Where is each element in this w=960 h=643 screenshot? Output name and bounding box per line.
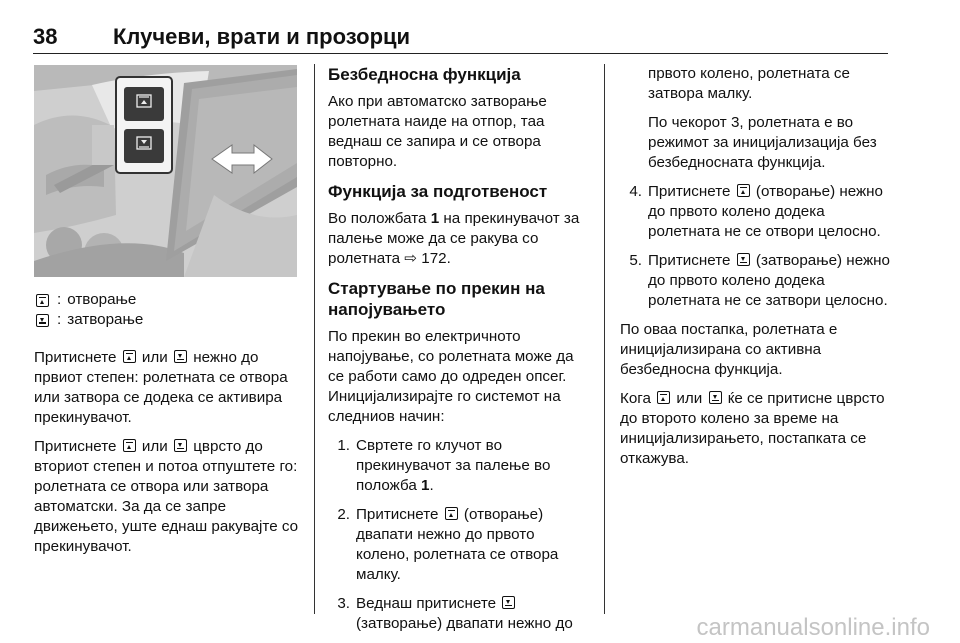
window-up-switch-icon <box>36 294 49 307</box>
paragraph-readiness: Во положбата 1 на прекинувачот за палење може да се ракува со ролетната ⇨ 172. <box>328 210 580 267</box>
illustration-svg <box>34 65 297 277</box>
list-item: 3. Веднаш притиснете (затворање) двапати нежно до <box>337 595 573 632</box>
page-number: 38 <box>33 24 58 49</box>
heading-readiness: Функција за подготвеност <box>328 182 548 201</box>
window-down-switch-icon <box>502 596 515 609</box>
column-divider-1 <box>314 64 315 614</box>
list-item: 4. Притиснете (отворање) нежно до првото колено додека ролетната не се отвори целосно. <box>629 183 884 240</box>
page-header <box>33 24 888 54</box>
paragraph-after-procedure: По оваа постапка, ролетната е иницијализирана со активна безбедносна функција. <box>620 321 838 378</box>
legend-open-label: отворање <box>67 291 137 308</box>
header-rule <box>33 53 888 54</box>
window-down-switch-icon <box>709 391 722 404</box>
window-up-switch-icon <box>123 350 136 363</box>
paragraph-cancel: Кога или ќе се притисне цврсто до второто колено за време на иницијализирањето, постапката се откажува. <box>620 390 885 467</box>
window-down-switch-icon <box>174 439 187 452</box>
list-continuation: првото колено, ролетната се затвора малку. <box>648 65 850 102</box>
heading-power-interruption: Стартување по прекин на напојувањето <box>328 279 545 319</box>
paragraph-firm-press: Притиснете или цврсто до вториот степен и потоа отпуштете го: ролетната се отвора или затвора автоматски. За да се запре движењето, уште еднаш ракувајте со прекинувачот. <box>34 438 299 555</box>
column-divider-2 <box>604 64 605 614</box>
page-reference: ⇨ 172. <box>404 250 451 267</box>
page-title: Клучеви, врати и прозорци <box>113 24 411 49</box>
list-item: 5. Притиснете (затворање) нежно до првото колено додека ролетната не се затвори целосно. <box>629 252 890 309</box>
column-3 <box>620 64 890 478</box>
window-up-switch-icon <box>445 507 458 520</box>
list-item: 2. Притиснете (отворање) двапати нежно до првото колено, ролетната се отвора малку. <box>337 506 559 583</box>
sunblind-switch-illustration <box>34 65 297 277</box>
heading-safety-function: Безбедносна функција <box>328 65 521 84</box>
steps-list <box>328 436 592 634</box>
paragraph-power-interruption: По прекин во електричното напојување, со ролетната може да се работи само до одреден опсег. Иницијализирајте го системот на следниов начин: <box>328 328 574 425</box>
column-2 <box>328 64 592 643</box>
window-down-switch-icon <box>737 253 750 266</box>
paragraph-safety: Ако при автоматско затворање ролетната наиде на отпор, таа веднаш се запира и се отвора повторно. <box>328 93 547 170</box>
window-down-switch-icon <box>36 314 49 327</box>
step3-note: По чекорот 3, ролетната е во режимот за иницијализација без безбедносната функција. <box>648 114 877 171</box>
watermark: carmanualsonline.info <box>696 614 930 641</box>
legend-close: : затворање <box>34 310 300 330</box>
window-up-switch-icon <box>123 439 136 452</box>
window-down-switch-icon <box>174 350 187 363</box>
legend-open: : отворање <box>34 290 300 310</box>
legend-close-label: затворање <box>67 311 144 328</box>
paragraph-gentle-press: Притиснете или нежно до првиот степен: ролетната се отвора или затвора се додека се активира прекинувачот. <box>34 349 288 426</box>
window-up-switch-icon <box>737 184 750 197</box>
steps-list-continued <box>620 182 890 311</box>
column-1 <box>34 290 300 566</box>
window-up-switch-icon <box>657 391 670 404</box>
list-item: 1. Свртете го клучот во прекинувачот за палење во положба 1. <box>337 437 551 494</box>
